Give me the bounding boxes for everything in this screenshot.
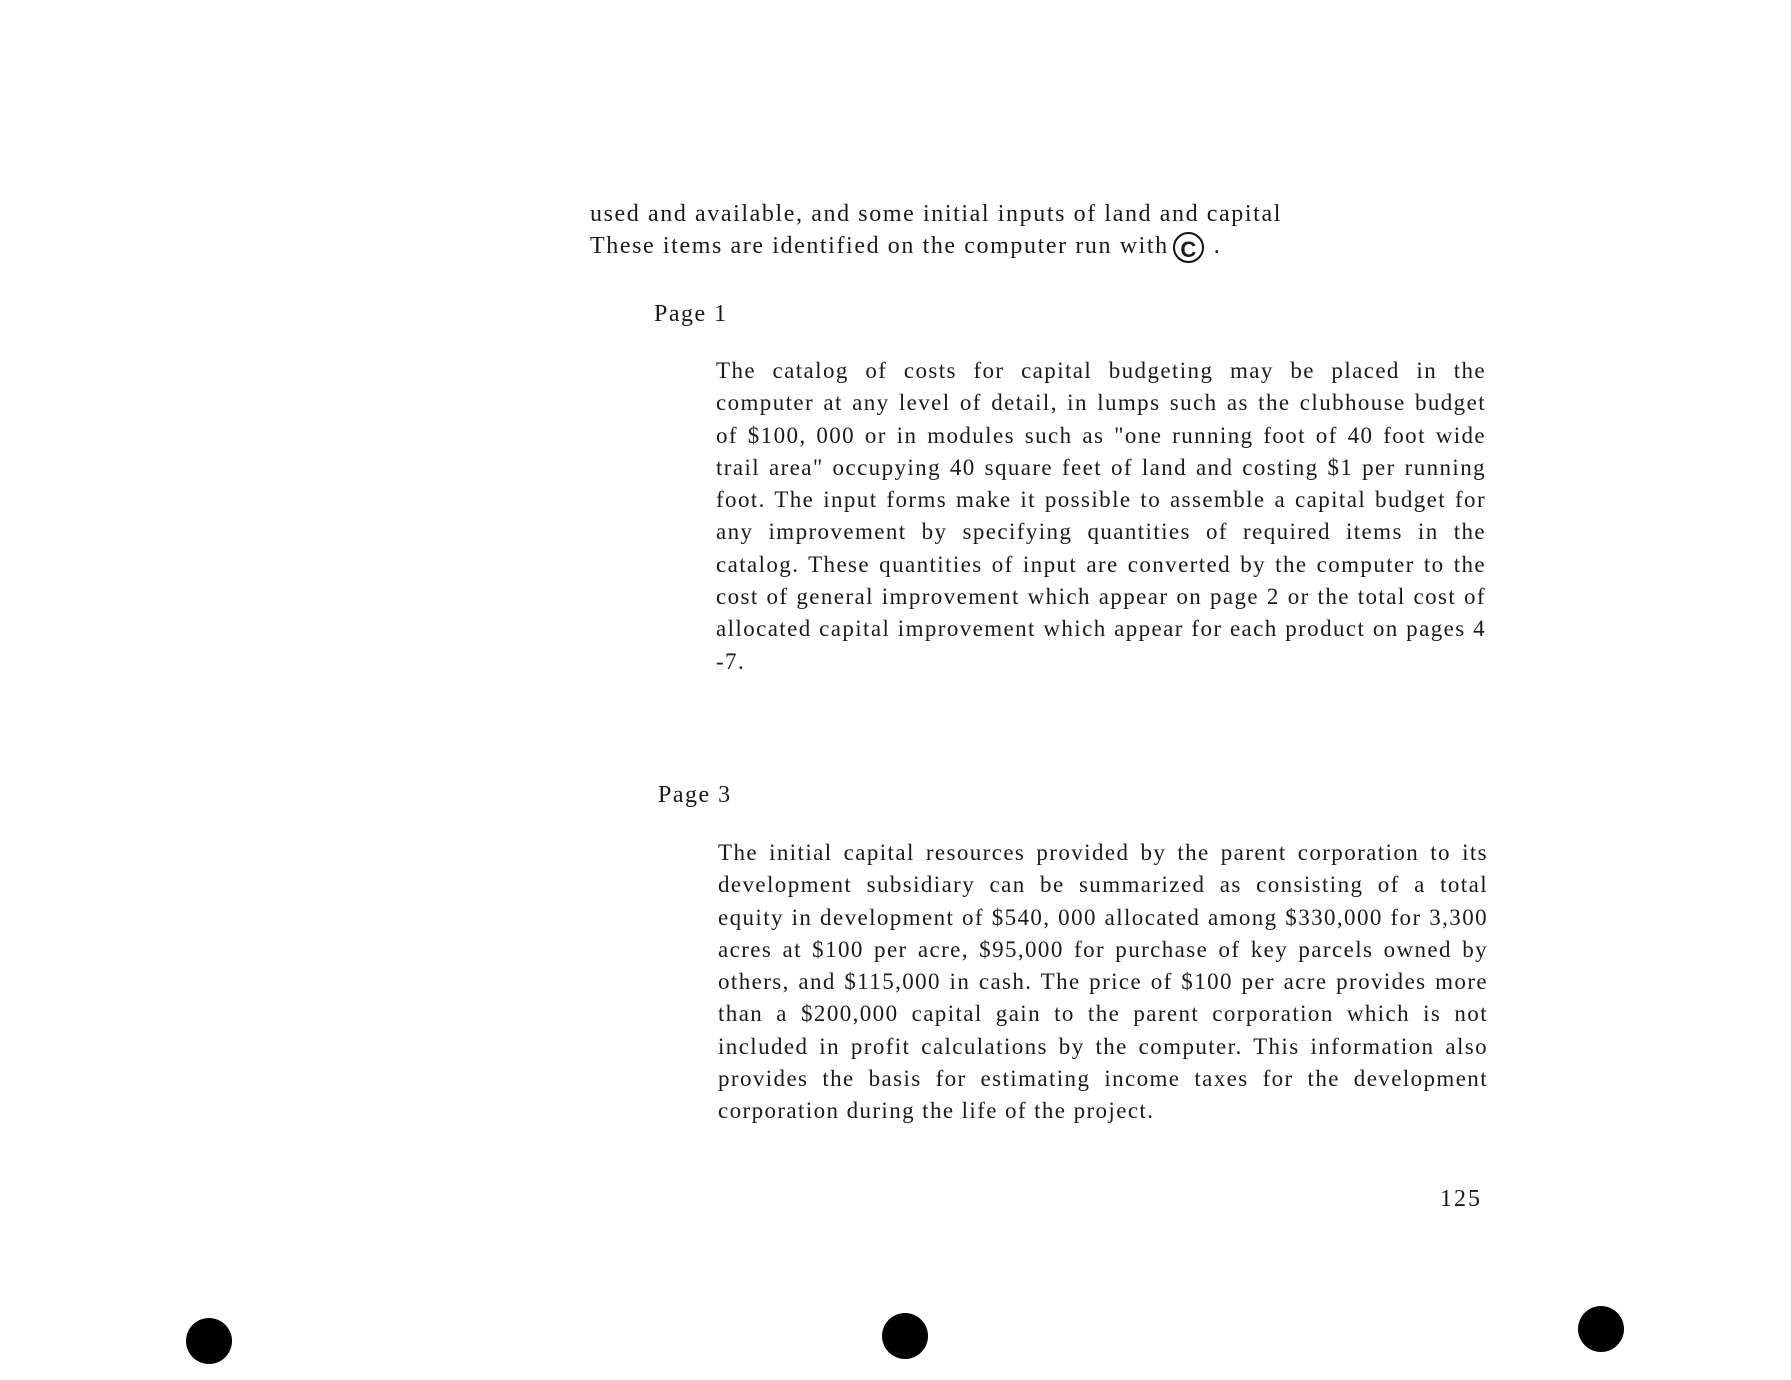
binder-hole-center <box>882 1313 928 1359</box>
binder-hole-left <box>186 1318 232 1364</box>
section-paragraph-page-1: The catalog of costs for capital budgeting may be placed in the computer at any level of detail, in lumps such as the clubhouse budget of $100, 000 or in modules such as "one running foot of 40 foot wide trail area" occupying 40 square feet of land and costing $1 per running foot. The input forms make it possible to assemble a capital budget for any improvement by specifying quantities of required items in the catalog. These quantities of input are converted by the computer to the cost of general improvement which appear on page 2 or the total cost of allocated capital improvement which appear for each product on pages 4 -7. <box>716 358 1486 674</box>
page-number: 125 <box>1440 1186 1482 1212</box>
binder-hole-right <box>1578 1306 1624 1352</box>
intro-line-2 <box>590 230 1480 263</box>
circled-c-icon: C <box>1173 232 1204 263</box>
section-heading-page-1: Page 1 <box>654 301 728 327</box>
intro-line-1: used and available, and some initial inputs of land and capital <box>590 201 1282 227</box>
intro-line-2-text: These items are identified on the computer run with <box>590 233 1169 259</box>
section-paragraph-page-3: The initial capital resources provided by the parent corporation to its development subsidiary can be summarized as consisting of a total equity in development of $540, 000 allocated among $330,000 for 3,300 acres at $100 per acre, $95,000 for purchase of key parcels owned by others, and $115,000 in cash. The price of $100 per acre provides more than a $200,000 capital gain to the parent corporation which is not included in profit calculations by the computer. This information also provides the basis for estimating income taxes for the development corporation during the life of the project. <box>718 840 1488 1124</box>
section-heading-page-3: Page 3 <box>658 782 732 808</box>
intro-line-2-end: . <box>1213 233 1222 259</box>
